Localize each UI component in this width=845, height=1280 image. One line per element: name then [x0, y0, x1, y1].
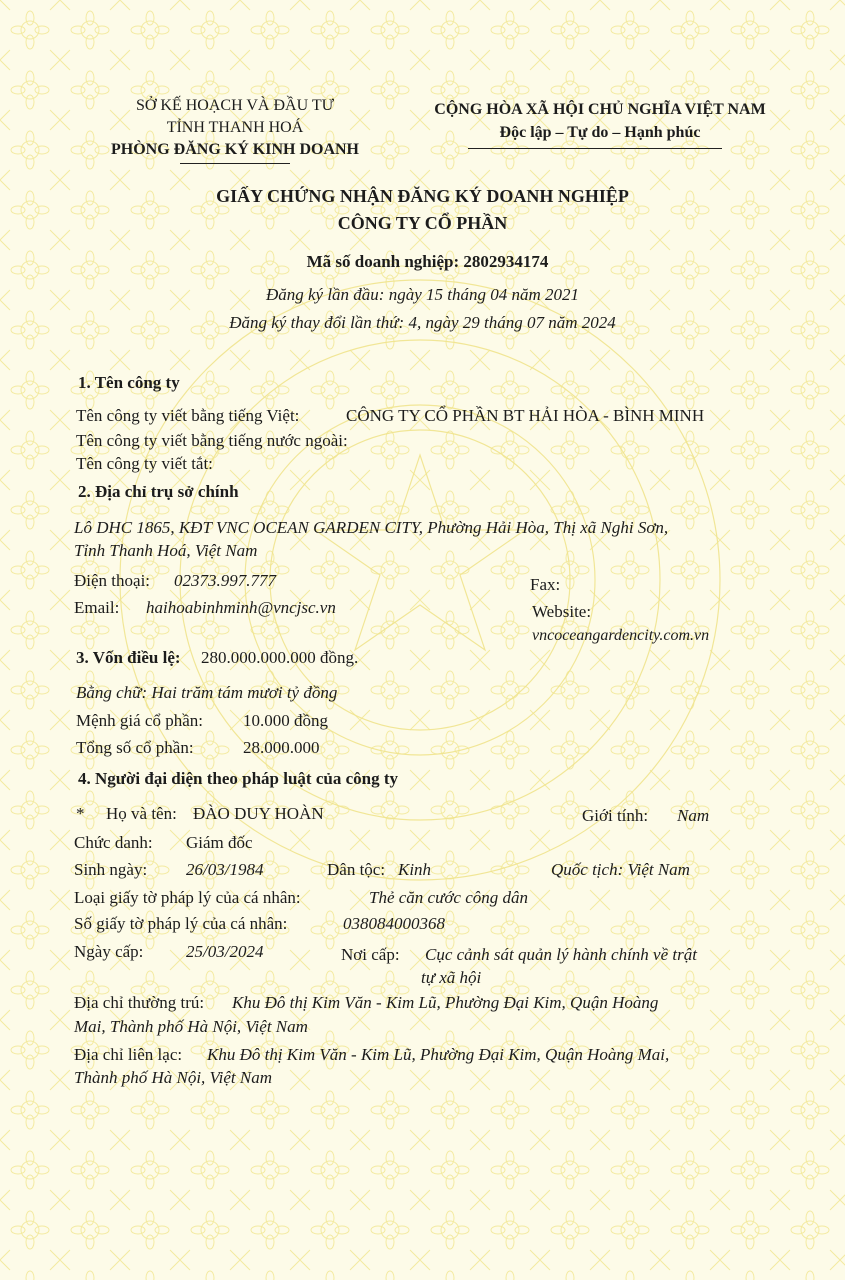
- gender-value: Nam: [677, 806, 710, 825]
- issue-date-value: 25/03/2024: [186, 942, 264, 961]
- foreign-name-label: Tên công ty viết bằng tiếng nước ngoài:: [76, 431, 348, 450]
- position-value: Giám đốc: [186, 833, 253, 852]
- id-type-value: Thẻ căn cước công dân: [369, 888, 529, 907]
- issue-place-line2: tự xã hội: [421, 968, 482, 987]
- phone-value: 02373.997.777: [174, 571, 276, 590]
- contact-address-line1: Khu Đô thị Kim Văn - Kim Lũ, Phường Đại Kim, Quận Hoàng Mai,: [207, 1045, 670, 1064]
- first-registration: Đăng ký lần đầu: ngày 15 tháng 04 năm 2021: [265, 285, 580, 304]
- ethnicity-value: Kinh: [398, 860, 432, 879]
- vn-name-label: Tên công ty viết bằng tiếng Việt:: [76, 406, 300, 425]
- enterprise-code: Mã số doanh nghiệp: 2802934174: [306, 252, 549, 271]
- permanent-address-line1: Khu Đô thị Kim Văn - Kim Lũ, Phường Đại Kim, Quận Hoàng: [232, 993, 659, 1012]
- par-value: 10.000 đồng: [243, 711, 328, 730]
- issue-date-label: Ngày cấp:: [74, 942, 144, 961]
- ethnicity-label: Dân tộc:: [327, 860, 386, 879]
- issue-place-label: Nơi cấp:: [341, 945, 400, 964]
- certificate-title: GIẤY CHỨNG NHẬN ĐĂNG KÝ DOANH NGHIỆP: [216, 186, 629, 206]
- section2-heading: 2. Địa chỉ trụ sở chính: [78, 482, 239, 501]
- left-header-underline: [180, 163, 290, 164]
- total-shares-label: Tổng số cổ phần:: [76, 738, 194, 757]
- id-number-label: Số giấy tờ pháp lý của cá nhân:: [74, 914, 288, 933]
- website-value: vncoceangardencity.com.vn: [532, 627, 710, 644]
- address-line2: Tỉnh Thanh Hoá, Việt Nam: [74, 541, 258, 560]
- fax-label: Fax:: [530, 575, 561, 594]
- par-value-label: Mệnh giá cổ phần:: [76, 711, 203, 730]
- id-number-value: 038084000368: [343, 914, 445, 933]
- bullet: *: [76, 804, 85, 823]
- national-motto: Độc lập – Tự do – Hạnh phúc: [499, 124, 701, 141]
- dob-value: 26/03/1984: [186, 860, 264, 879]
- province-line: TỈNH THANH HOÁ: [166, 119, 304, 136]
- contact-address-label: Địa chỉ liên lạc:: [74, 1045, 183, 1064]
- email-label: Email:: [74, 598, 120, 617]
- nationality: Quốc tịch: Việt Nam: [551, 860, 690, 879]
- email-value: haihoabinhminh@vncjsc.vn: [146, 598, 336, 617]
- id-type-label: Loại giấy tờ pháp lý của cá nhân:: [74, 888, 301, 907]
- website-label: Website:: [532, 602, 592, 621]
- address-line1: Lô DHC 1865, KĐT VNC OCEAN GARDEN CITY, Phường Hải Hòa, Thị xã Nghi Sơn,: [74, 518, 669, 537]
- national-title: CỘNG HÒA XÃ HỘI CHỦ NGHĨA VIỆT NAM: [434, 101, 766, 118]
- dob-label: Sinh ngày:: [74, 860, 148, 879]
- company-type-title: CÔNG TY CỔ PHẦN: [337, 213, 508, 233]
- vn-name-value: CÔNG TY CỔ PHẦN BT HẢI HÒA - BÌNH MINH: [346, 406, 705, 425]
- section1-heading: 1. Tên công ty: [78, 373, 180, 392]
- name-label: Họ và tên:: [106, 804, 177, 823]
- right-header-underline: [468, 148, 722, 149]
- phone-label: Điện thoại:: [74, 571, 151, 590]
- change-registration: Đăng ký thay đổi lần thứ: 4, ngày 29 tháng 07 năm 2024: [229, 313, 616, 332]
- permanent-address-line2: Mai, Thành phố Hà Nội, Việt Nam: [74, 1017, 308, 1036]
- name-value: ĐÀO DUY HOÀN: [193, 804, 324, 823]
- position-label: Chức danh:: [74, 833, 153, 852]
- issue-place-line1: Cục cảnh sát quản lý hành chính về trật: [425, 945, 697, 964]
- capital-in-words: Bằng chữ: Hai trăm tám mươi tỷ đồng: [76, 683, 338, 702]
- section4-heading: 4. Người đại diện theo pháp luật của công ty: [78, 769, 398, 788]
- contact-address-line2: Thành phố Hà Nội, Việt Nam: [74, 1068, 273, 1087]
- registration-office: PHÒNG ĐĂNG KÝ KINH DOANH: [111, 141, 359, 158]
- section3-heading: 3. Vốn điều lệ:: [76, 648, 181, 667]
- ministry-line: SỞ KẾ HOẠCH VÀ ĐẦU TƯ: [135, 97, 335, 114]
- permanent-address-label: Địa chỉ thường trú:: [74, 993, 205, 1012]
- gender-label: Giới tính:: [582, 806, 649, 825]
- capital-value: 280.000.000.000 đồng.: [201, 648, 359, 667]
- total-shares: 28.000.000: [243, 738, 320, 757]
- short-name-label: Tên công ty viết tắt:: [76, 454, 213, 473]
